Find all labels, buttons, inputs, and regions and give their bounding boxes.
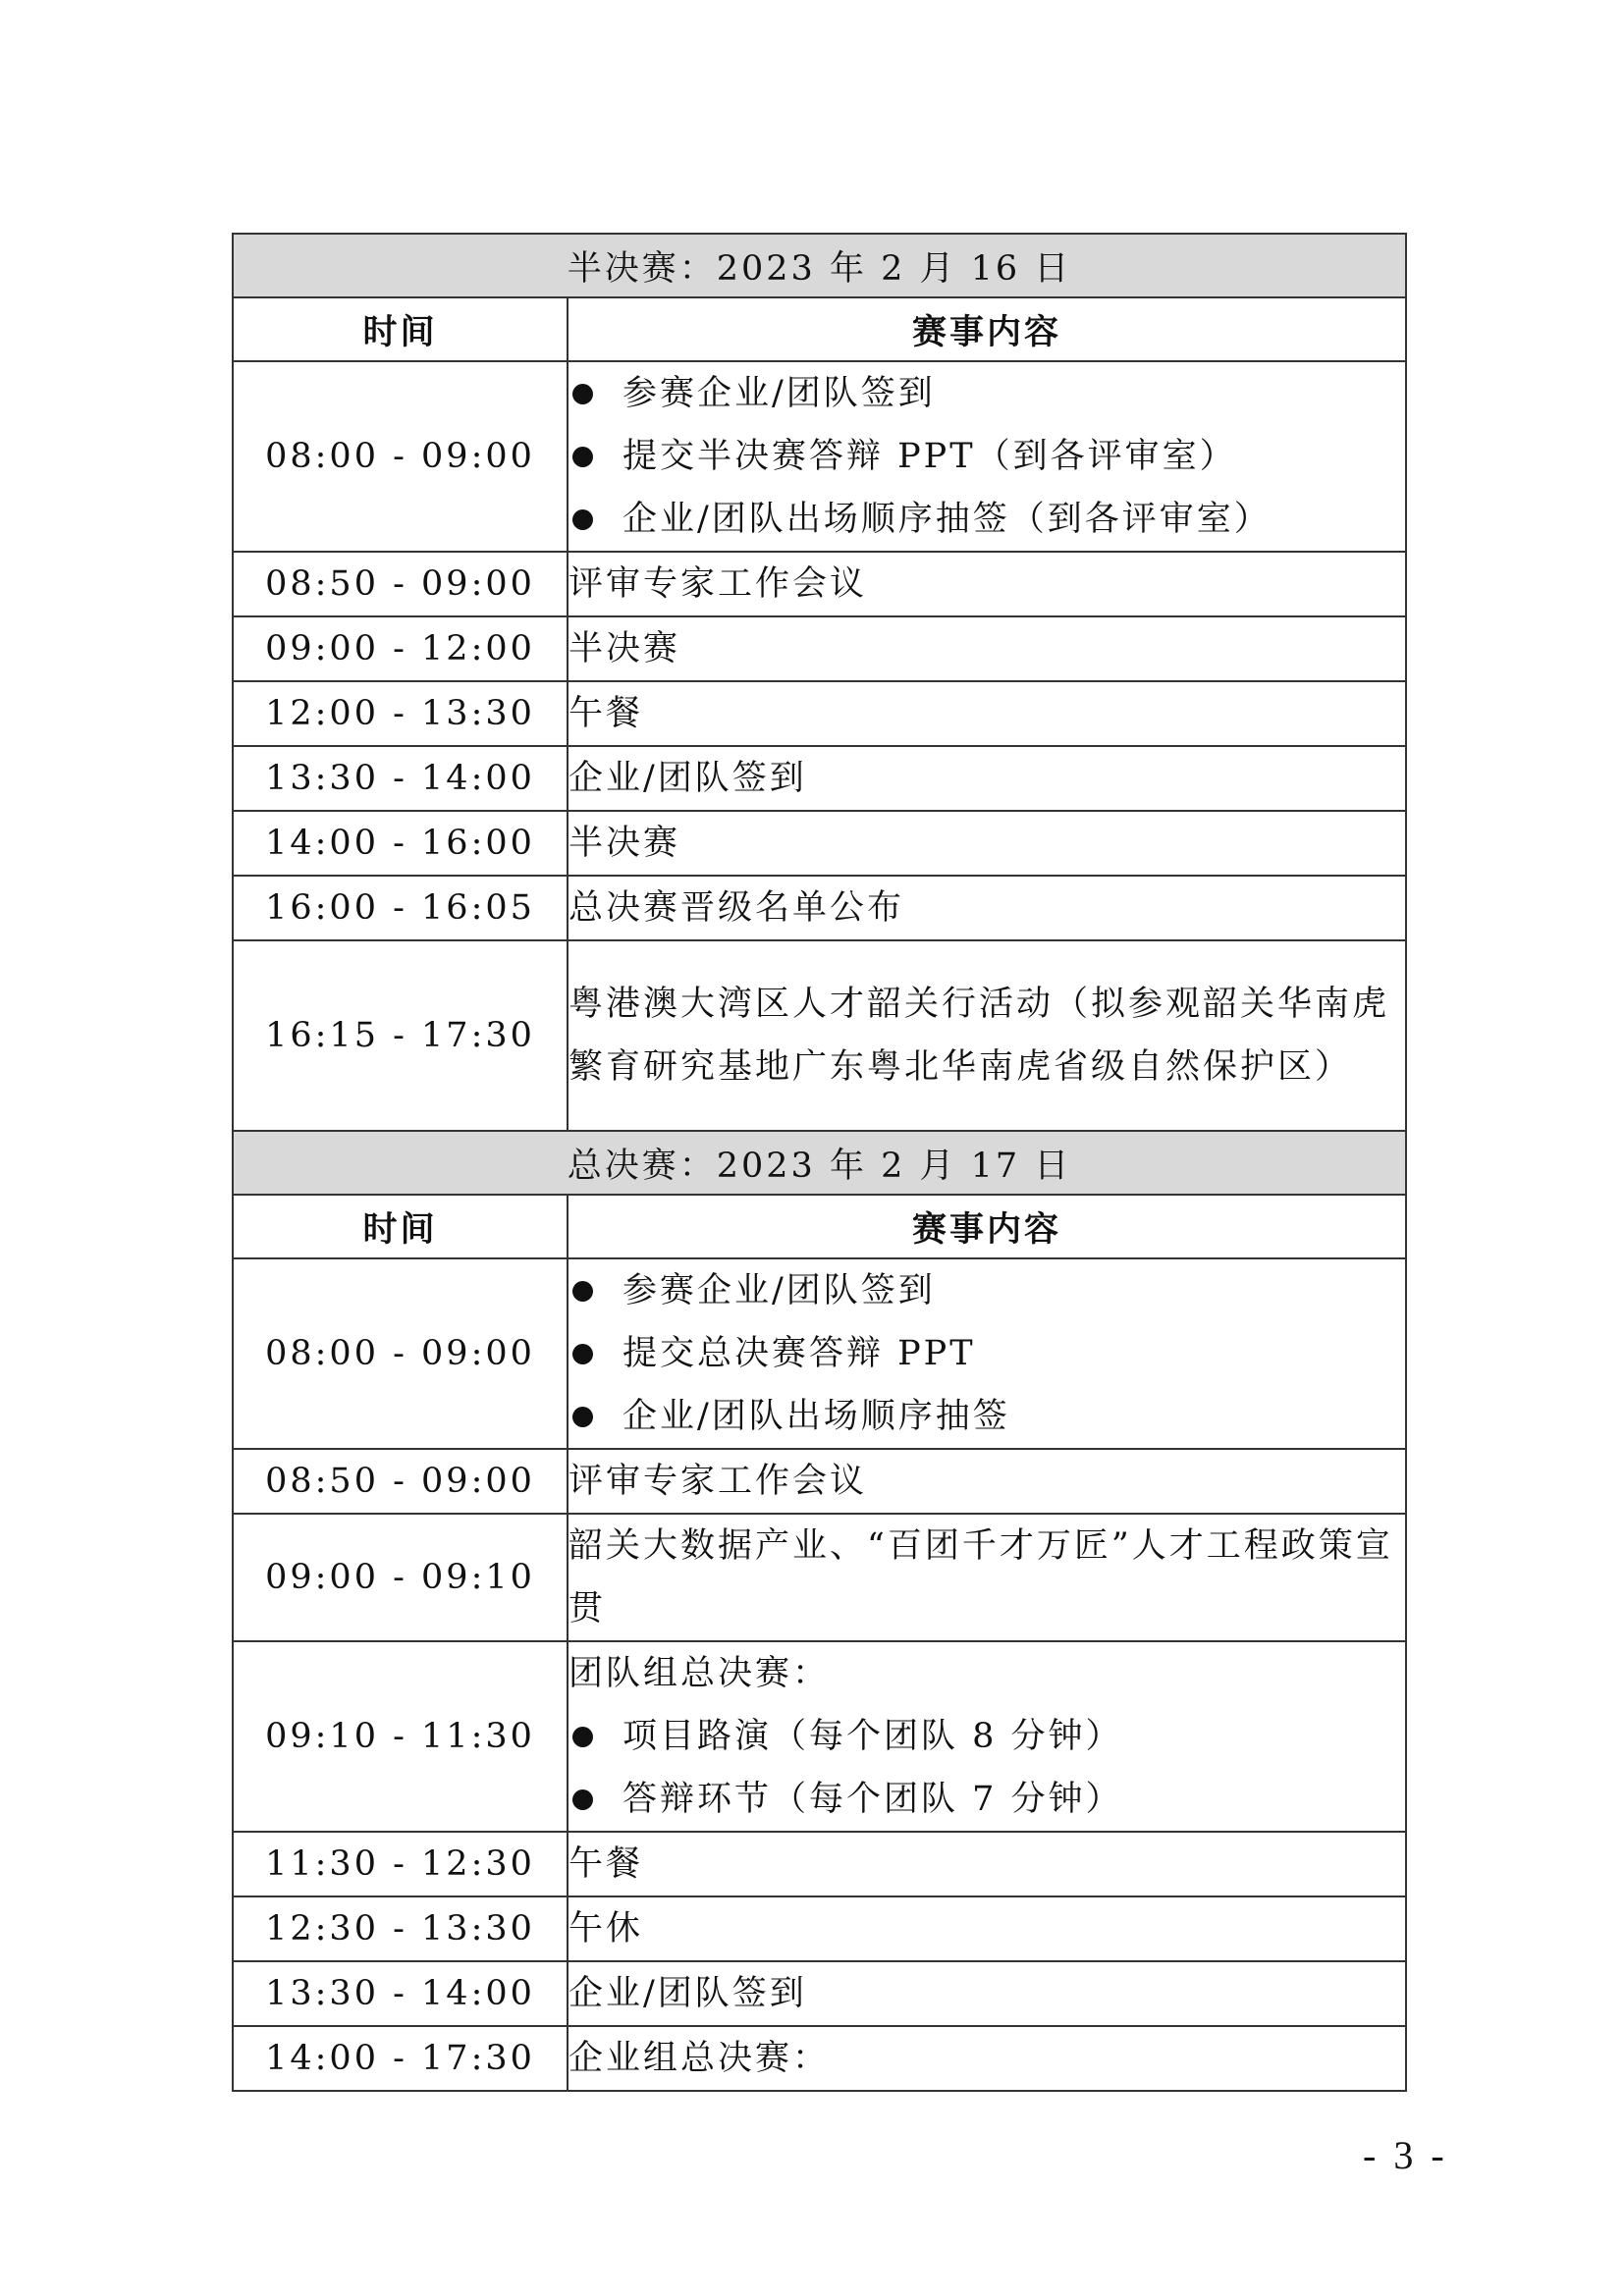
row-content: 评审专家工作会议 <box>568 1449 1406 1514</box>
bullet-text: 提交半决赛答辩 PPT（到各评审室） <box>623 437 1237 476</box>
row-time: 09:00 - 09:10 <box>233 1514 568 1641</box>
bullet-dot-icon <box>572 1407 593 1427</box>
row-time: 09:10 - 11:30 <box>233 1641 568 1832</box>
semifinal-title: 半决赛：2023 年 2 月 16 日 <box>233 234 1406 297</box>
row-time: 11:30 - 12:30 <box>233 1832 568 1896</box>
row-time: 09:00 - 12:00 <box>233 616 568 681</box>
table-row <box>233 1896 1406 1961</box>
bullet-dot-icon <box>572 447 593 467</box>
row-lead-text: 团队组总决赛： <box>568 1654 831 1693</box>
table-row <box>233 1449 1406 1514</box>
table-row <box>233 2026 1406 2091</box>
row-time: 13:30 - 14:00 <box>233 746 568 811</box>
row-time: 12:00 - 13:30 <box>233 681 568 746</box>
bullet-text: 参赛企业/团队签到 <box>623 374 936 413</box>
row-time: 14:00 - 16:00 <box>233 811 568 876</box>
column-header-content: 赛事内容 <box>568 1195 1406 1258</box>
table-row <box>233 746 1406 811</box>
semifinal-column-header <box>233 297 1406 361</box>
row-time: 08:50 - 09:00 <box>233 552 568 616</box>
bullet-dot-icon <box>572 1789 593 1810</box>
row-content <box>568 361 1406 552</box>
row-content: 午餐 <box>568 681 1406 746</box>
row-content: 企业组总决赛： <box>568 2026 1406 2091</box>
table-row <box>233 811 1406 876</box>
row-content: 总决赛晋级名单公布 <box>568 876 1406 940</box>
bullet-item <box>568 1705 1405 1768</box>
bullet-dot-icon <box>572 384 593 404</box>
bullet-item <box>568 425 1405 488</box>
final-title: 总决赛：2023 年 2 月 17 日 <box>233 1131 1406 1195</box>
bullet-text: 参赛企业/团队签到 <box>623 1271 936 1310</box>
bullet-text: 答辩环节（每个团队 7 分钟） <box>623 1780 1123 1819</box>
row-time: 08:00 - 09:00 <box>233 361 568 552</box>
row-time: 16:15 - 17:30 <box>233 940 568 1131</box>
row-time: 08:50 - 09:00 <box>233 1449 568 1514</box>
bullet-dot-icon <box>572 1281 593 1302</box>
bullet-item <box>568 1259 1405 1322</box>
final-header-row <box>233 1131 1406 1195</box>
table-row <box>233 1514 1406 1641</box>
column-header-content: 赛事内容 <box>568 297 1406 361</box>
row-time: 08:00 - 09:00 <box>233 1258 568 1449</box>
semifinal-header-row <box>233 234 1406 297</box>
row-content <box>568 1258 1406 1449</box>
table-row <box>233 876 1406 940</box>
row-content: 半决赛 <box>568 616 1406 681</box>
row-time: 12:30 - 13:30 <box>233 1896 568 1961</box>
table-row <box>233 681 1406 746</box>
table-row <box>233 361 1406 552</box>
table-row <box>233 616 1406 681</box>
bullet-text: 项目路演（每个团队 8 分钟） <box>623 1717 1123 1756</box>
page-number: - 3 - <box>1363 2133 1448 2177</box>
table-row <box>233 552 1406 616</box>
bullet-item <box>568 1385 1405 1448</box>
bullet-item <box>568 1322 1405 1385</box>
bullet-item <box>568 1768 1405 1831</box>
bullet-text: 企业/团队出场顺序抽签（到各评审室） <box>623 500 1272 539</box>
bullet-text: 提交总决赛答辩 PPT <box>623 1334 976 1373</box>
row-time: 14:00 - 17:30 <box>233 2026 568 2091</box>
row-time: 13:30 - 14:00 <box>233 1961 568 2026</box>
row-content: 午餐 <box>568 1832 1406 1896</box>
row-content: 评审专家工作会议 <box>568 552 1406 616</box>
schedule-table <box>232 233 1407 2092</box>
table-row <box>233 1258 1406 1449</box>
row-content: 午休 <box>568 1896 1406 1961</box>
row-content: 半决赛 <box>568 811 1406 876</box>
bullet-dot-icon <box>572 1727 593 1747</box>
bullet-text: 企业/团队出场顺序抽签 <box>623 1397 1010 1436</box>
table-row <box>233 1641 1406 1832</box>
row-content <box>568 1641 1406 1832</box>
row-content: 企业/团队签到 <box>568 1961 1406 2026</box>
row-content: 企业/团队签到 <box>568 746 1406 811</box>
bullet-item <box>568 488 1405 551</box>
bullet-dot-icon <box>572 509 593 530</box>
row-content: 粤港澳大湾区人才韶关行活动（拟参观韶关华南虎繁育研究基地广东粤北华南虎省级自然保护区） <box>568 940 1406 1131</box>
table-row <box>233 1961 1406 2026</box>
bullet-dot-icon <box>572 1344 593 1364</box>
column-header-time: 时间 <box>233 297 568 361</box>
table-row <box>233 940 1406 1131</box>
column-header-time: 时间 <box>233 1195 568 1258</box>
row-content: 韶关大数据产业、“百团千才万匠”人才工程政策宣贯 <box>568 1514 1406 1641</box>
table-row <box>233 1832 1406 1896</box>
bullet-item <box>568 362 1405 425</box>
row-time: 16:00 - 16:05 <box>233 876 568 940</box>
final-column-header <box>233 1195 1406 1258</box>
